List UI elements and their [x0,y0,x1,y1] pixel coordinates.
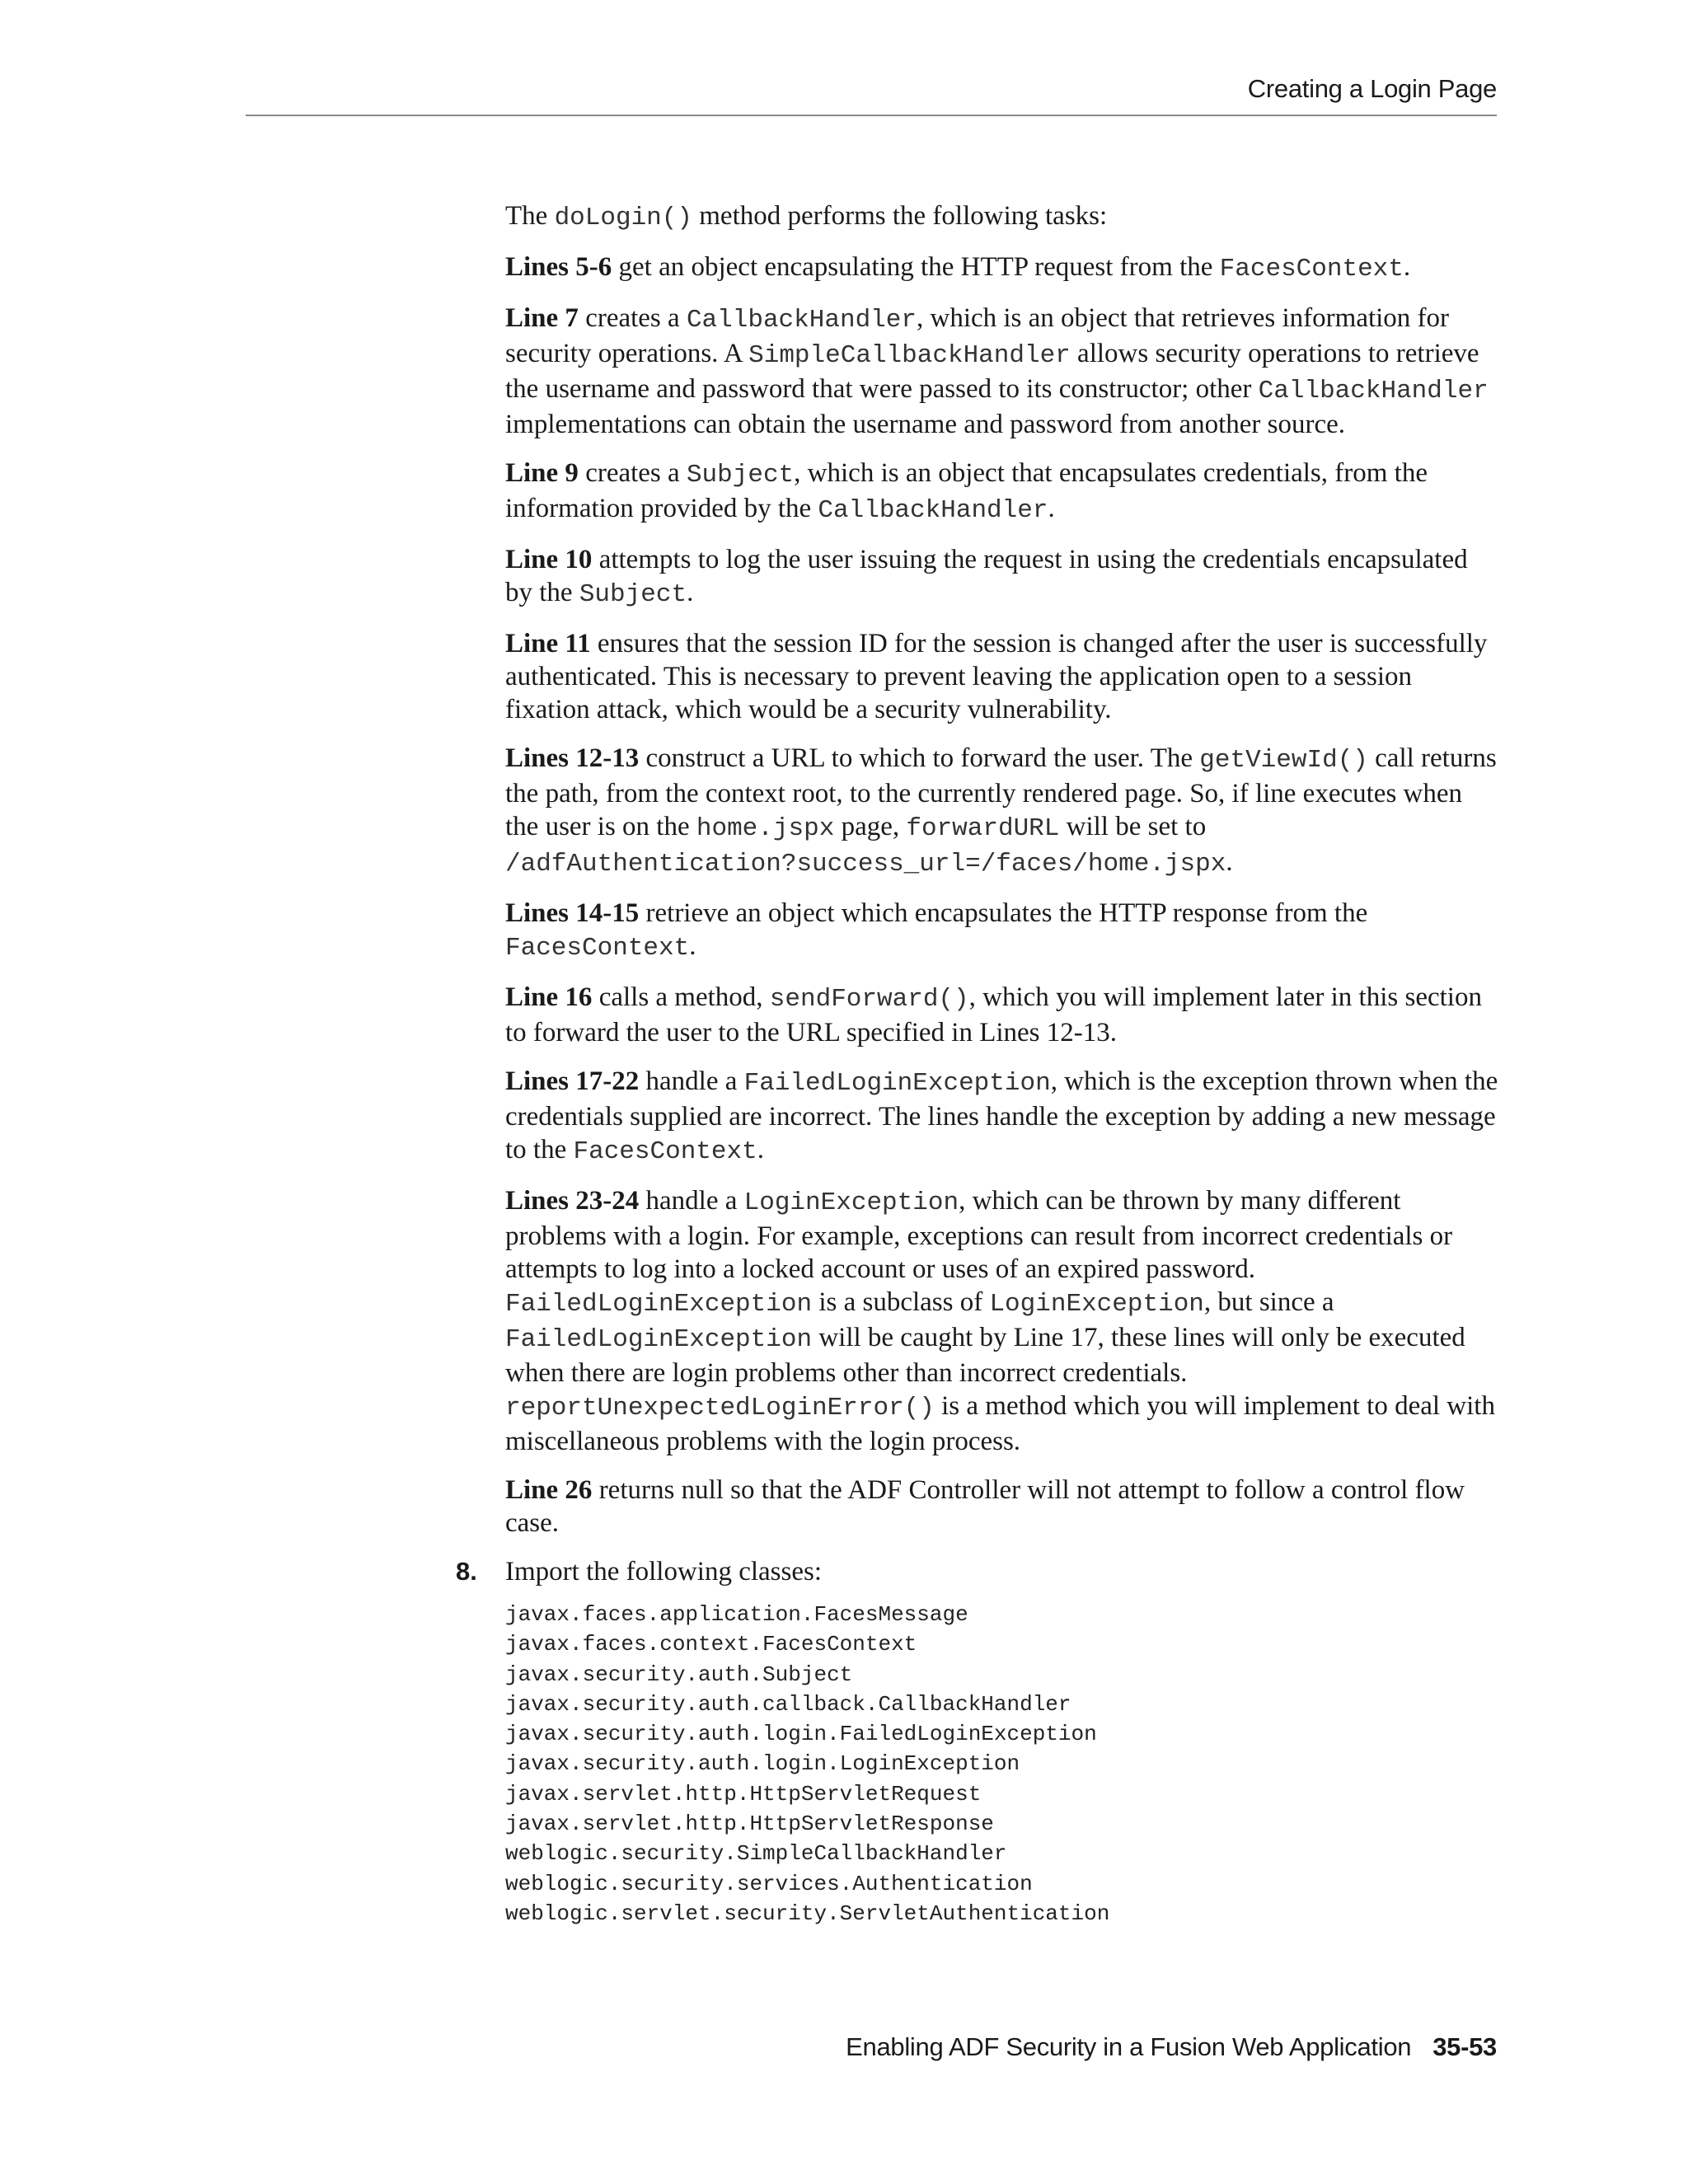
running-header: Creating a Login Page [1247,74,1497,103]
text-run: creates a [578,458,687,488]
text-run: construct a URL to which to forward the user. The [639,743,1200,773]
text-run: . [687,578,694,607]
inline-code: reportUnexpectedLoginError() [505,1394,935,1422]
inline-code: FacesContext [573,1137,757,1166]
text-run: . [1226,847,1233,877]
text-run: ensures that the session ID for the session is changed after the user is successfully authenticated. This is necessary to prevent leaving the application open to a session fixation attack, which would be a security vulnerability. [505,629,1488,724]
line-ref: Line 10 [505,545,593,574]
text-run: , but since a [1203,1287,1334,1317]
explanation-paragraph [505,302,1498,441]
text-run: implementations can obtain the username and password from another source. [505,410,1346,439]
step-number: 8. [456,1557,477,1586]
explanation-paragraph [505,981,1498,1049]
inline-code: Subject [686,461,795,490]
line-ref: Lines 23-24 [505,1186,640,1216]
inline-code: CallbackHandler [818,496,1048,525]
explanation-paragraph [505,1184,1498,1458]
code-line: javax.servlet.http.HttpServletRequest [505,1781,982,1807]
step-8 [456,1555,1498,1588]
line-ref: Lines 5-6 [505,252,612,282]
inline-code: CallbackHandler [686,306,917,335]
inline-code: getViewId() [1199,746,1368,775]
inline-code: FacesContext [505,934,690,963]
code-line: weblogic.servlet.security.ServletAuthentication [505,1900,1110,1926]
text-run: get an object encapsulating the HTTP request from the [612,252,1220,282]
text-run: . [689,931,696,961]
code-line: weblogic.security.services.Authentication [505,1871,1033,1896]
inline-code: FailedLoginException [505,1325,813,1354]
code-line: javax.security.auth.Subject [505,1661,853,1687]
running-footer [846,2032,1497,2062]
inline-code: doLogin() [554,204,692,232]
inline-code: home.jspx [696,814,835,843]
code-line: javax.security.auth.login.FailedLoginException [505,1722,1097,1747]
inline-code: LoginException [743,1188,959,1217]
step-text: Import the following classes: [505,1557,823,1586]
code-line: javax.security.auth.callback.CallbackHandler [505,1691,1071,1717]
code-line: javax.servlet.http.HttpServletResponse [505,1811,994,1837]
explanation-paragraph [505,543,1498,612]
text-run: , which can be thrown by many different problems with a login. For example, exceptions can result from incorrect credentials or attempts to log into a locked account or uses of an expired password. [505,1186,1453,1284]
text-run: retrieve an object which encapsulates the HTTP response from the [639,898,1368,928]
header-rule [246,115,1497,116]
text-run: , which you will implement later in this section to forward the user to the URL specified in Lines 12-13. [505,982,1482,1047]
text-run: is a subclass of [812,1287,990,1317]
text-run: attempts to log the user issuing the request in using the credentials encapsulated by the [505,545,1468,607]
text-run: handle a [639,1186,744,1216]
text-run: calls a method, [592,982,770,1012]
code-block [505,1600,1498,1929]
text-run: is a method which you will implement to deal with miscellaneous problems with the login process. [505,1391,1495,1456]
code-line: javax.security.auth.login.LoginException [505,1751,1020,1777]
code-line: weblogic.security.SimpleCallbackHandler [505,1841,1007,1867]
text-run: , which is an object that encapsulates credentials, from the information provided by the [505,458,1428,523]
text-run: allows security operations to retrieve the username and password that were passed to its constructor; other [505,339,1479,404]
footer-title: Enabling ADF Security in a Fusion Web Application [846,2032,1412,2061]
explanation-paragraph [505,1474,1498,1540]
line-ref: Line 9 [505,458,579,488]
text-run: will be caught by Line 17, these lines will only be executed when there are login problems other than incorrect credentials. [505,1323,1465,1388]
inline-code: CallbackHandler [1258,377,1489,405]
text-run: call returns the path, from the context root, to the currently rendered page. So, if line executes when the user is on the [505,743,1497,841]
explanation-paragraph [505,251,1498,286]
line-ref: Line 7 [505,303,579,333]
code-line: javax.faces.application.FacesMessage [505,1602,968,1627]
explanation-paragraph [505,742,1498,881]
line-ref: Lines 14-15 [505,898,640,928]
inline-code: sendForward() [769,985,969,1014]
text-run: handle a [639,1066,744,1096]
inline-code: FailedLoginException [743,1069,1051,1098]
inline-code: forwardURL [906,814,1060,843]
inline-code: SimpleCallbackHandler [748,341,1071,370]
text-run: , which is an object that retrieves information for security operations. A [505,303,1450,368]
inline-code: /adfAuthentication?success_url=/faces/home.jspx [505,850,1226,879]
line-ref: Lines 12-13 [505,743,640,773]
code-line: javax.faces.context.FacesContext [505,1632,917,1657]
page-number: 35-53 [1432,2032,1497,2061]
explanation-paragraph [505,457,1498,527]
line-ref: Line 11 [505,629,591,658]
body-content [456,199,1498,1929]
explanation-paragraphs [505,251,1498,1540]
line-ref: Lines 17-22 [505,1066,640,1096]
text-run: will be set to [1059,812,1207,841]
inline-code: LoginException [989,1290,1204,1319]
text-run: page, [834,812,907,841]
text-run: . [1403,252,1411,282]
inline-code: FailedLoginException [505,1290,813,1319]
text-run: , which is the exception thrown when the credentials supplied are incorrect. The lines handle the exception by adding a new message to the [505,1066,1498,1165]
intro-paragraph: The doLogin() method performs the following tasks: [505,201,1108,232]
text-run: . [1048,494,1055,523]
explanation-paragraph [505,1065,1498,1169]
line-ref: Line 26 [505,1475,593,1505]
line-ref: Line 16 [505,982,593,1012]
text-run: creates a [578,303,687,333]
inline-code: FacesContext [1219,255,1404,284]
text-run: . [757,1135,764,1165]
text-run: returns null so that the ADF Controller will not attempt to follow a control flow case. [505,1475,1465,1538]
explanation-paragraph [505,627,1498,726]
inline-code: Subject [579,580,687,609]
explanation-paragraph [505,897,1498,965]
